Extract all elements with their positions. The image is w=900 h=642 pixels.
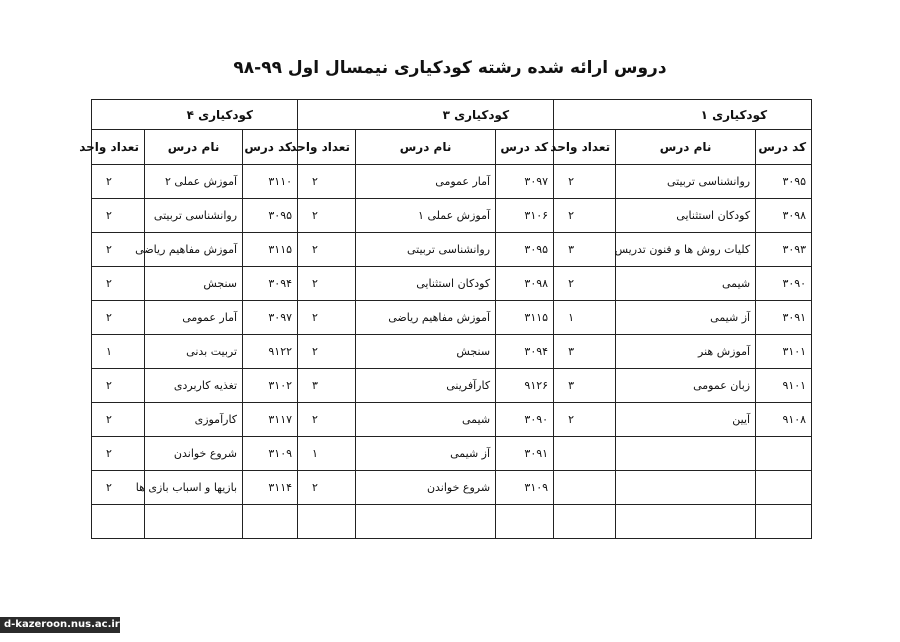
course-code: ۳۰۹۴ xyxy=(243,267,298,301)
course-code: ۳۱۰۶ xyxy=(496,199,554,233)
course-name xyxy=(356,505,496,539)
course-name: شروع خواندن xyxy=(356,471,496,505)
course-units xyxy=(554,471,616,505)
course-units: ۱ xyxy=(554,301,616,335)
course-code: ۳۱۱۴ xyxy=(243,471,298,505)
group-title-4: کودکیاری ۴ xyxy=(92,100,298,130)
course-units: ۳ xyxy=(554,369,616,403)
footer-url: d-kazeroon.nus.ac.ir xyxy=(0,617,120,633)
course-name: آمار عمومی xyxy=(356,165,496,199)
course-code: ۳۰۹۳ xyxy=(756,233,812,267)
table-row xyxy=(92,165,812,199)
table-row xyxy=(92,505,812,539)
course-units: ۲ xyxy=(298,335,356,369)
course-units: ۲ xyxy=(298,471,356,505)
group-title-1: کودکیاری ۱ xyxy=(554,100,812,130)
course-name xyxy=(616,437,756,471)
course-code: ۳۱۰۲ xyxy=(243,369,298,403)
table-row xyxy=(92,437,812,471)
course-name: آموزش هنر xyxy=(616,335,756,369)
course-units: ۱ xyxy=(298,437,356,471)
table-row xyxy=(92,335,812,369)
course-code xyxy=(756,505,812,539)
course-code: ۳۰۹۷ xyxy=(496,165,554,199)
course-name: آیین xyxy=(616,403,756,437)
course-code: ۹۱۰۸ xyxy=(756,403,812,437)
course-units: ۲ xyxy=(92,369,145,403)
course-name: آموزش عملی ۲ xyxy=(145,165,243,199)
column-header-row xyxy=(92,130,812,165)
course-code: ۹۱۰۱ xyxy=(756,369,812,403)
course-code: ۳۱۱۰ xyxy=(243,165,298,199)
course-name xyxy=(145,505,243,539)
course-units: ۲ xyxy=(554,403,616,437)
course-code: ۳۰۹۴ xyxy=(496,335,554,369)
col-code-header: کد درس xyxy=(243,130,298,165)
course-name: شیمی xyxy=(356,403,496,437)
table-row xyxy=(92,267,812,301)
course-units: ۲ xyxy=(298,403,356,437)
course-units: ۲ xyxy=(298,233,356,267)
course-rows xyxy=(92,165,812,539)
course-code: ۳۰۹۸ xyxy=(496,267,554,301)
course-name: آمار عمومی xyxy=(145,301,243,335)
course-units: ۱ xyxy=(92,335,145,369)
course-code: ۳۱۰۹ xyxy=(243,437,298,471)
course-units: ۳ xyxy=(298,369,356,403)
course-units: ۲ xyxy=(92,403,145,437)
course-code: ۳۱۱۵ xyxy=(496,301,554,335)
course-name: آموزش مفاهیم ریاضی xyxy=(356,301,496,335)
course-units xyxy=(298,505,356,539)
course-name: روانشناسی تربیتی xyxy=(145,199,243,233)
course-name: شیمی xyxy=(616,267,756,301)
course-units: ۲ xyxy=(92,199,145,233)
course-name: آز شیمی xyxy=(616,301,756,335)
col-units-header: تعداد واحد xyxy=(92,130,145,165)
course-code: ۳۰۹۱ xyxy=(756,301,812,335)
course-code xyxy=(756,471,812,505)
course-units: ۲ xyxy=(554,267,616,301)
group-header-row xyxy=(92,100,812,130)
course-name: آز شیمی xyxy=(356,437,496,471)
course-name: آموزش عملی ۱ xyxy=(356,199,496,233)
course-code: ۳۰۹۵ xyxy=(756,165,812,199)
course-name: روانشناسی تربیتی xyxy=(356,233,496,267)
course-name xyxy=(616,471,756,505)
course-name: کلیات روش ها و فنون تدریس xyxy=(616,233,756,267)
course-code: ۳۰۹۸ xyxy=(756,199,812,233)
course-name: کارآموزی xyxy=(145,403,243,437)
course-units: ۲ xyxy=(92,165,145,199)
course-units: ۲ xyxy=(298,199,356,233)
course-name: کودکان استثنایی xyxy=(616,199,756,233)
table-row xyxy=(92,233,812,267)
course-name: سنجش xyxy=(145,267,243,301)
col-code-header: کد درس xyxy=(756,130,812,165)
course-code: ۳۱۱۷ xyxy=(243,403,298,437)
course-units: ۳ xyxy=(554,335,616,369)
course-units xyxy=(554,505,616,539)
course-units: ۲ xyxy=(92,233,145,267)
course-units: ۲ xyxy=(298,165,356,199)
col-name-header: نام درس xyxy=(145,130,243,165)
course-code: ۳۰۹۵ xyxy=(243,199,298,233)
course-code: ۳۰۹۱ xyxy=(496,437,554,471)
courses-table xyxy=(79,99,812,539)
course-name: شروع خواندن xyxy=(145,437,243,471)
group-title-3: کودکیاری ۳ xyxy=(298,100,554,130)
course-code xyxy=(496,505,554,539)
course-units: ۲ xyxy=(92,301,145,335)
course-units: ۲ xyxy=(554,199,616,233)
course-name: کارآفرینی xyxy=(356,369,496,403)
course-name: تربیت بدنی xyxy=(145,335,243,369)
course-code: ۳۰۹۷ xyxy=(243,301,298,335)
course-units xyxy=(92,505,145,539)
course-code: ۹۱۲۶ xyxy=(496,369,554,403)
course-name: روانشناسی تربیتی xyxy=(616,165,756,199)
course-code: ۳۰۹۵ xyxy=(496,233,554,267)
course-code: ۳۰۹۰ xyxy=(756,267,812,301)
table-row xyxy=(92,369,812,403)
course-units: ۲ xyxy=(554,165,616,199)
course-code: ۳۱۰۹ xyxy=(496,471,554,505)
course-name: بازیها و اسباب بازی ها xyxy=(145,471,243,505)
page-title: دروس ارائه شده رشته کودکیاری نیمسال اول ۹۹-۹۸ xyxy=(233,58,667,78)
course-name xyxy=(616,505,756,539)
col-units-header: تعداد واحد xyxy=(298,130,356,165)
course-name: آموزش مفاهیم ریاضی xyxy=(145,233,243,267)
course-units: ۲ xyxy=(298,301,356,335)
course-code: ۳۱۰۱ xyxy=(756,335,812,369)
col-name-header: نام درس xyxy=(616,130,756,165)
course-name: کودکان استثنایی xyxy=(356,267,496,301)
table-row xyxy=(92,301,812,335)
col-code-header: کد درس xyxy=(496,130,554,165)
course-code: ۹۱۲۲ xyxy=(243,335,298,369)
course-units: ۳ xyxy=(554,233,616,267)
course-code xyxy=(756,437,812,471)
course-name: تغذیه کاربردی xyxy=(145,369,243,403)
table-row xyxy=(92,403,812,437)
course-name: سنجش xyxy=(356,335,496,369)
course-units: ۲ xyxy=(92,471,145,505)
table-row xyxy=(92,199,812,233)
course-code xyxy=(243,505,298,539)
course-code: ۳۰۹۰ xyxy=(496,403,554,437)
course-units: ۲ xyxy=(92,437,145,471)
course-units: ۲ xyxy=(92,267,145,301)
course-units: ۲ xyxy=(298,267,356,301)
course-units xyxy=(554,437,616,471)
table-row xyxy=(92,471,812,505)
col-name-header: نام درس xyxy=(356,130,496,165)
course-name: زبان عمومی xyxy=(616,369,756,403)
col-units-header: تعداد واحد xyxy=(554,130,616,165)
course-code: ۳۱۱۵ xyxy=(243,233,298,267)
